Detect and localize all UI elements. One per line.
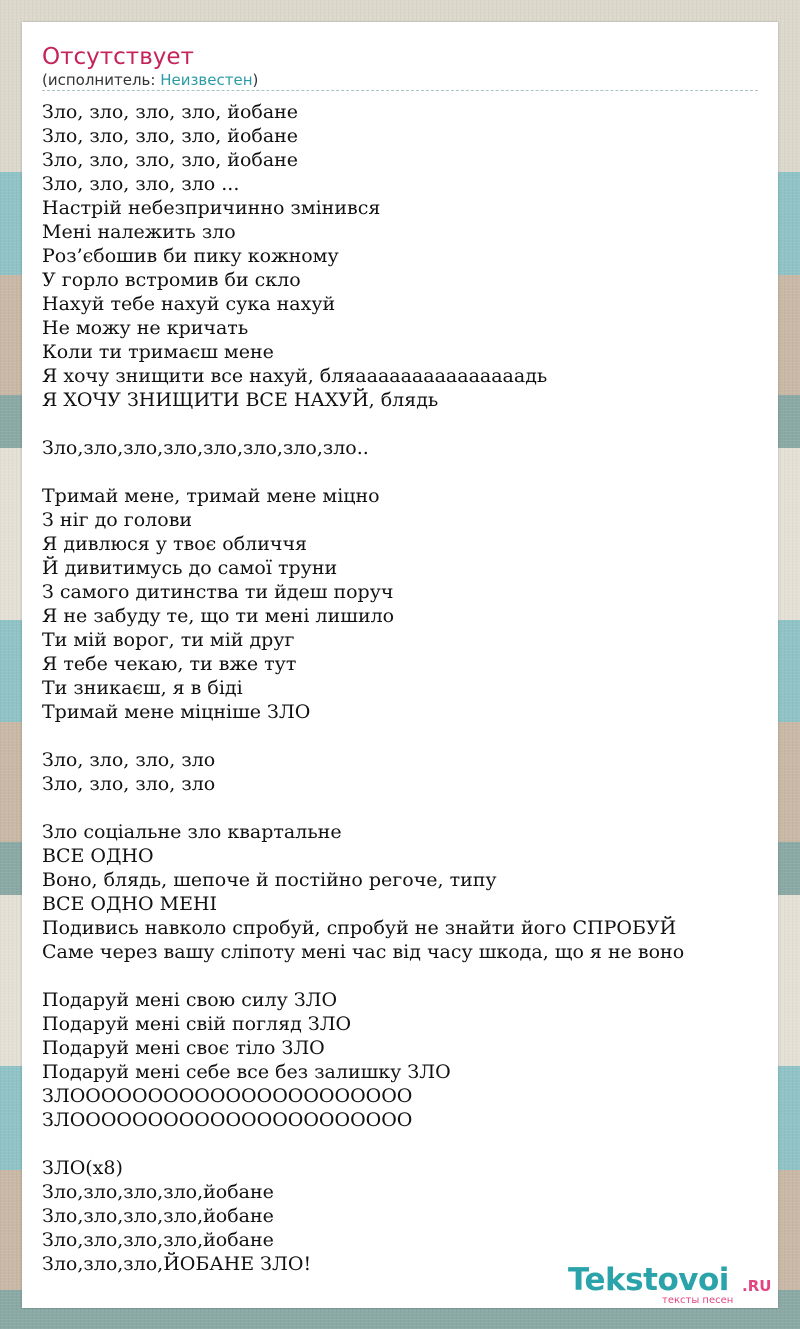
lyric-blank-line bbox=[42, 724, 758, 748]
lyric-line: Зло,зло,зло,зло,йобане bbox=[42, 1181, 274, 1203]
lyric-line: Зло, зло, зло, зло ... bbox=[42, 173, 240, 195]
lyric-line: ЗЛОООООООООООООООООООООО bbox=[42, 1085, 413, 1107]
lyric-line: Мені належить зло bbox=[42, 221, 236, 243]
lyric-line: Подаруй мені себе все без залишку ЗЛО bbox=[42, 1061, 451, 1083]
lyric-line: Зло,зло,зло,зло,йобане bbox=[42, 1205, 274, 1227]
lyric-line: Подаруй мені своє тіло ЗЛО bbox=[42, 1037, 325, 1059]
lyric-line: Зло,зло,зло,ЙОБАНЕ ЗЛО! bbox=[42, 1253, 312, 1275]
lyric-line: Роз’єбошив би пику кожному bbox=[42, 245, 339, 267]
lyric-line: Зло,зло,зло,зло,йобане bbox=[42, 1229, 274, 1251]
lyric-line: Воно, блядь, шепоче й постійно регоче, типу bbox=[42, 869, 497, 891]
lyric-line: Саме через вашу сліпоту мені час від часу шкода, що я не воно bbox=[42, 941, 685, 963]
lyric-line: Я ХОЧУ ЗНИЩИТИ ВСЕ НАХУЙ, блядь bbox=[42, 389, 439, 411]
logo-name: Tekstovoi bbox=[568, 1262, 729, 1298]
lyric-line: З ніг до голови bbox=[42, 509, 193, 531]
lyric-line: Коли ти тримаєш мене bbox=[42, 341, 274, 363]
lyric-line: ВСЕ ОДНО bbox=[42, 845, 154, 867]
lyric-blank-line bbox=[42, 1132, 758, 1156]
artist-line bbox=[42, 70, 258, 90]
lyric-blank-line bbox=[42, 460, 758, 484]
site-logo[interactable] bbox=[568, 1262, 778, 1308]
lyric-blank-line bbox=[42, 964, 758, 988]
lyric-line: Настрій небезпричинно змінився bbox=[42, 197, 381, 219]
lyric-line: Подаруй мені свій погляд ЗЛО bbox=[42, 1013, 352, 1035]
lyric-line: Нахуй тебе нахуй сука нахуй bbox=[42, 293, 336, 315]
lyric-line: ВСЕ ОДНО МЕНІ bbox=[42, 893, 218, 915]
lyric-line: У горло встромив би скло bbox=[42, 269, 301, 291]
lyric-line: Зло, зло, зло, зло, йобане bbox=[42, 125, 299, 147]
lyric-blank-line bbox=[42, 796, 758, 820]
lyric-line: Подаруй мені свою силу ЗЛО bbox=[42, 989, 338, 1011]
lyrics-card bbox=[22, 22, 778, 1308]
lyric-line: Зло, зло, зло, зло bbox=[42, 749, 216, 771]
lyric-line: Ти мій ворог, ти мій друг bbox=[42, 629, 295, 651]
lyric-line: Я тебе чекаю, ти вже тут bbox=[42, 653, 297, 675]
lyric-line: Я дивлюся у твоє обличчя bbox=[42, 533, 307, 555]
lyric-line: Зло, зло, зло, зло, йобане bbox=[42, 101, 299, 123]
logo-tagline: тексты песен bbox=[662, 1295, 734, 1306]
lyric-line: Тримай мене міцніше ЗЛО bbox=[42, 701, 311, 723]
lyric-line: ЗЛО(x8) bbox=[42, 1157, 123, 1179]
song-title: Отсутствует bbox=[42, 44, 194, 70]
lyric-blank-line bbox=[42, 412, 758, 436]
lyric-line: Я не забуду те, що ти мені лишило bbox=[42, 605, 395, 627]
title-divider bbox=[42, 90, 758, 91]
lyric-line: Зло, зло, зло, зло, йобане bbox=[42, 149, 299, 171]
lyric-line: ЗЛОООООООООООООООООООООО bbox=[42, 1109, 413, 1131]
logo-tld: .RU bbox=[742, 1277, 772, 1295]
lyric-line: З самого дитинства ти йдеш поруч bbox=[42, 581, 394, 603]
artist-prefix: (исполнитель: bbox=[42, 71, 161, 89]
lyric-line: Тримай мене, тримай мене міцно bbox=[42, 485, 380, 507]
lyric-line: Подивись навколо спробуй, спробуй не знайти його СПРОБУЙ bbox=[42, 917, 677, 939]
lyric-line: Ти зникаєш, я в біді bbox=[42, 677, 243, 699]
lyric-line: Я хочу знищити все нахуй, бляааааааааааааааадь bbox=[42, 365, 548, 387]
lyric-line: Зло,зло,зло,зло,зло,зло,зло,зло.. bbox=[42, 437, 369, 459]
lyric-line: Зло соціальне зло квартальне bbox=[42, 821, 342, 843]
lyric-line: Зло, зло, зло, зло bbox=[42, 773, 216, 795]
artist-suffix: ) bbox=[252, 71, 259, 89]
lyrics-body bbox=[42, 100, 758, 1276]
lyric-line: Не можу не кричать bbox=[42, 317, 249, 339]
lyric-line: Й дивитимусь до самої труни bbox=[42, 557, 338, 579]
artist-link[interactable]: Неизвестен bbox=[160, 71, 253, 89]
